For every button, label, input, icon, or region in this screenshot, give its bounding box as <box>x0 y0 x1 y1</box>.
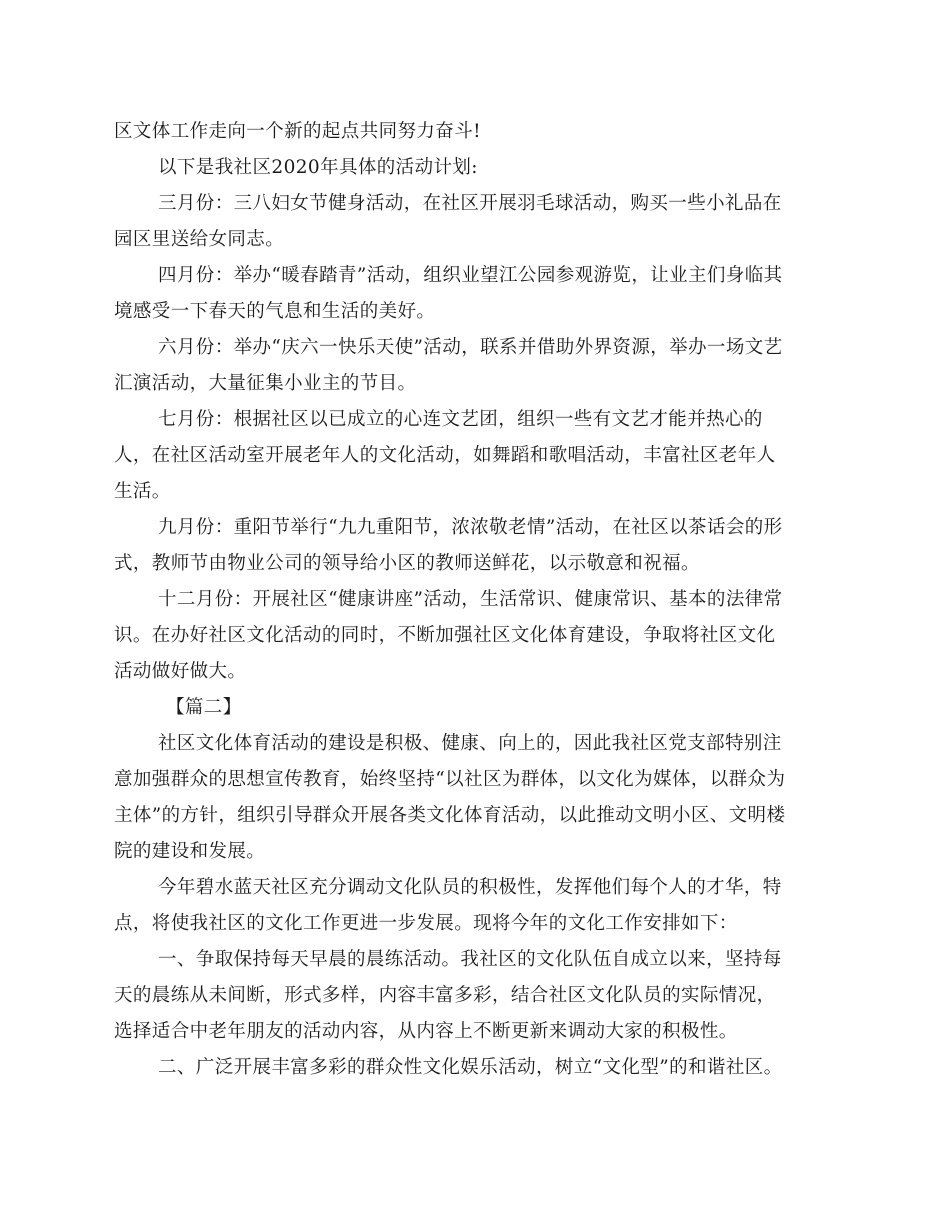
text-line: 识。在办好社区文化活动的同时，不断加强社区文化体育建设，争取将社区文化 <box>114 625 776 646</box>
text-line: 点，将使我社区的文化工作更进一步发展。现将今年的文化工作安排如下： <box>114 913 738 934</box>
text-line: 生活。 <box>114 481 171 502</box>
text-line: 七月份：根据社区以已成立的心连文艺团，组织一些有文艺才能并热心的 <box>158 409 763 430</box>
section-heading: 【篇二】 <box>166 697 242 718</box>
text-line: 九月份：重阳节举行“九九重阳节，浓浓敬老情”活动，在社区以茶话会的形 <box>158 517 783 538</box>
text-line: 二、广泛开展丰富多彩的群众性文化娱乐活动，树立“文化型”的和谐社区。 <box>158 1057 783 1078</box>
document-body <box>114 114 814 1086</box>
text-line: 三月份：三八妇女节健身活动，在社区开展羽毛球活动，购买一些小礼品在 <box>158 193 782 214</box>
text-line: 主体”的方针，组织引导群众开展各类文化体育活动，以此推动文明小区、文明楼 <box>114 805 786 826</box>
text-line: 社区文化体育活动的建设是积极、健康、向上的，因此我社区党支部特别注 <box>158 733 782 754</box>
text-line: 意加强群众的思想宣传教育，始终坚持“以社区为群体，以文化为媒体，以群众为 <box>114 769 786 790</box>
text-line: 汇演活动，大量征集小业主的节目。 <box>114 373 417 394</box>
text-line: 六月份：举办“庆六一快乐天使”活动，联系并借助外界资源，举办一场文艺 <box>158 337 783 358</box>
text-line: 境感受一下春天的气息和生活的美好。 <box>114 301 436 322</box>
text-line: 一、争取保持每天早晨的晨练活动。我社区的文化队伍自成立以来，坚持每 <box>158 949 782 970</box>
text-line: 以下是我社区2020年具体的活动计划: <box>158 157 478 178</box>
text-line: 天的晨练从未间断，形式多样，内容丰富多彩，结合社区文化队员的实际情况， <box>114 985 776 1006</box>
text-line: 十二月份：开展社区“健康讲座”活动，生活常识、健康常识、基本的法律常 <box>158 589 783 610</box>
text-line: 院的建设和发展。 <box>114 841 266 862</box>
text-line: 活动做好做大。 <box>114 661 247 682</box>
text-line: 人，在社区活动室开展老年人的文化活动，如舞蹈和歌唱活动，丰富社区老年人 <box>114 445 776 466</box>
text-line: 选择适合中老年朋友的活动内容，从内容上不断更新来调动大家的积极性。 <box>114 1021 738 1042</box>
text-line: 今年碧水蓝天社区充分调动文化队员的积极性，发挥他们每个人的才华，特 <box>158 877 782 898</box>
text-line: 园区里送给女同志。 <box>114 229 285 250</box>
text-line: 四月份：举办“暖春踏青”活动，组织业望江公园参观游览，让业主们身临其 <box>158 265 783 286</box>
text-line: 区文体工作走向一个新的起点共同努力奋斗! <box>114 121 481 142</box>
text-line: 式，教师节由物业公司的领导给小区的教师送鲜花，以示敬意和祝福。 <box>114 553 700 574</box>
